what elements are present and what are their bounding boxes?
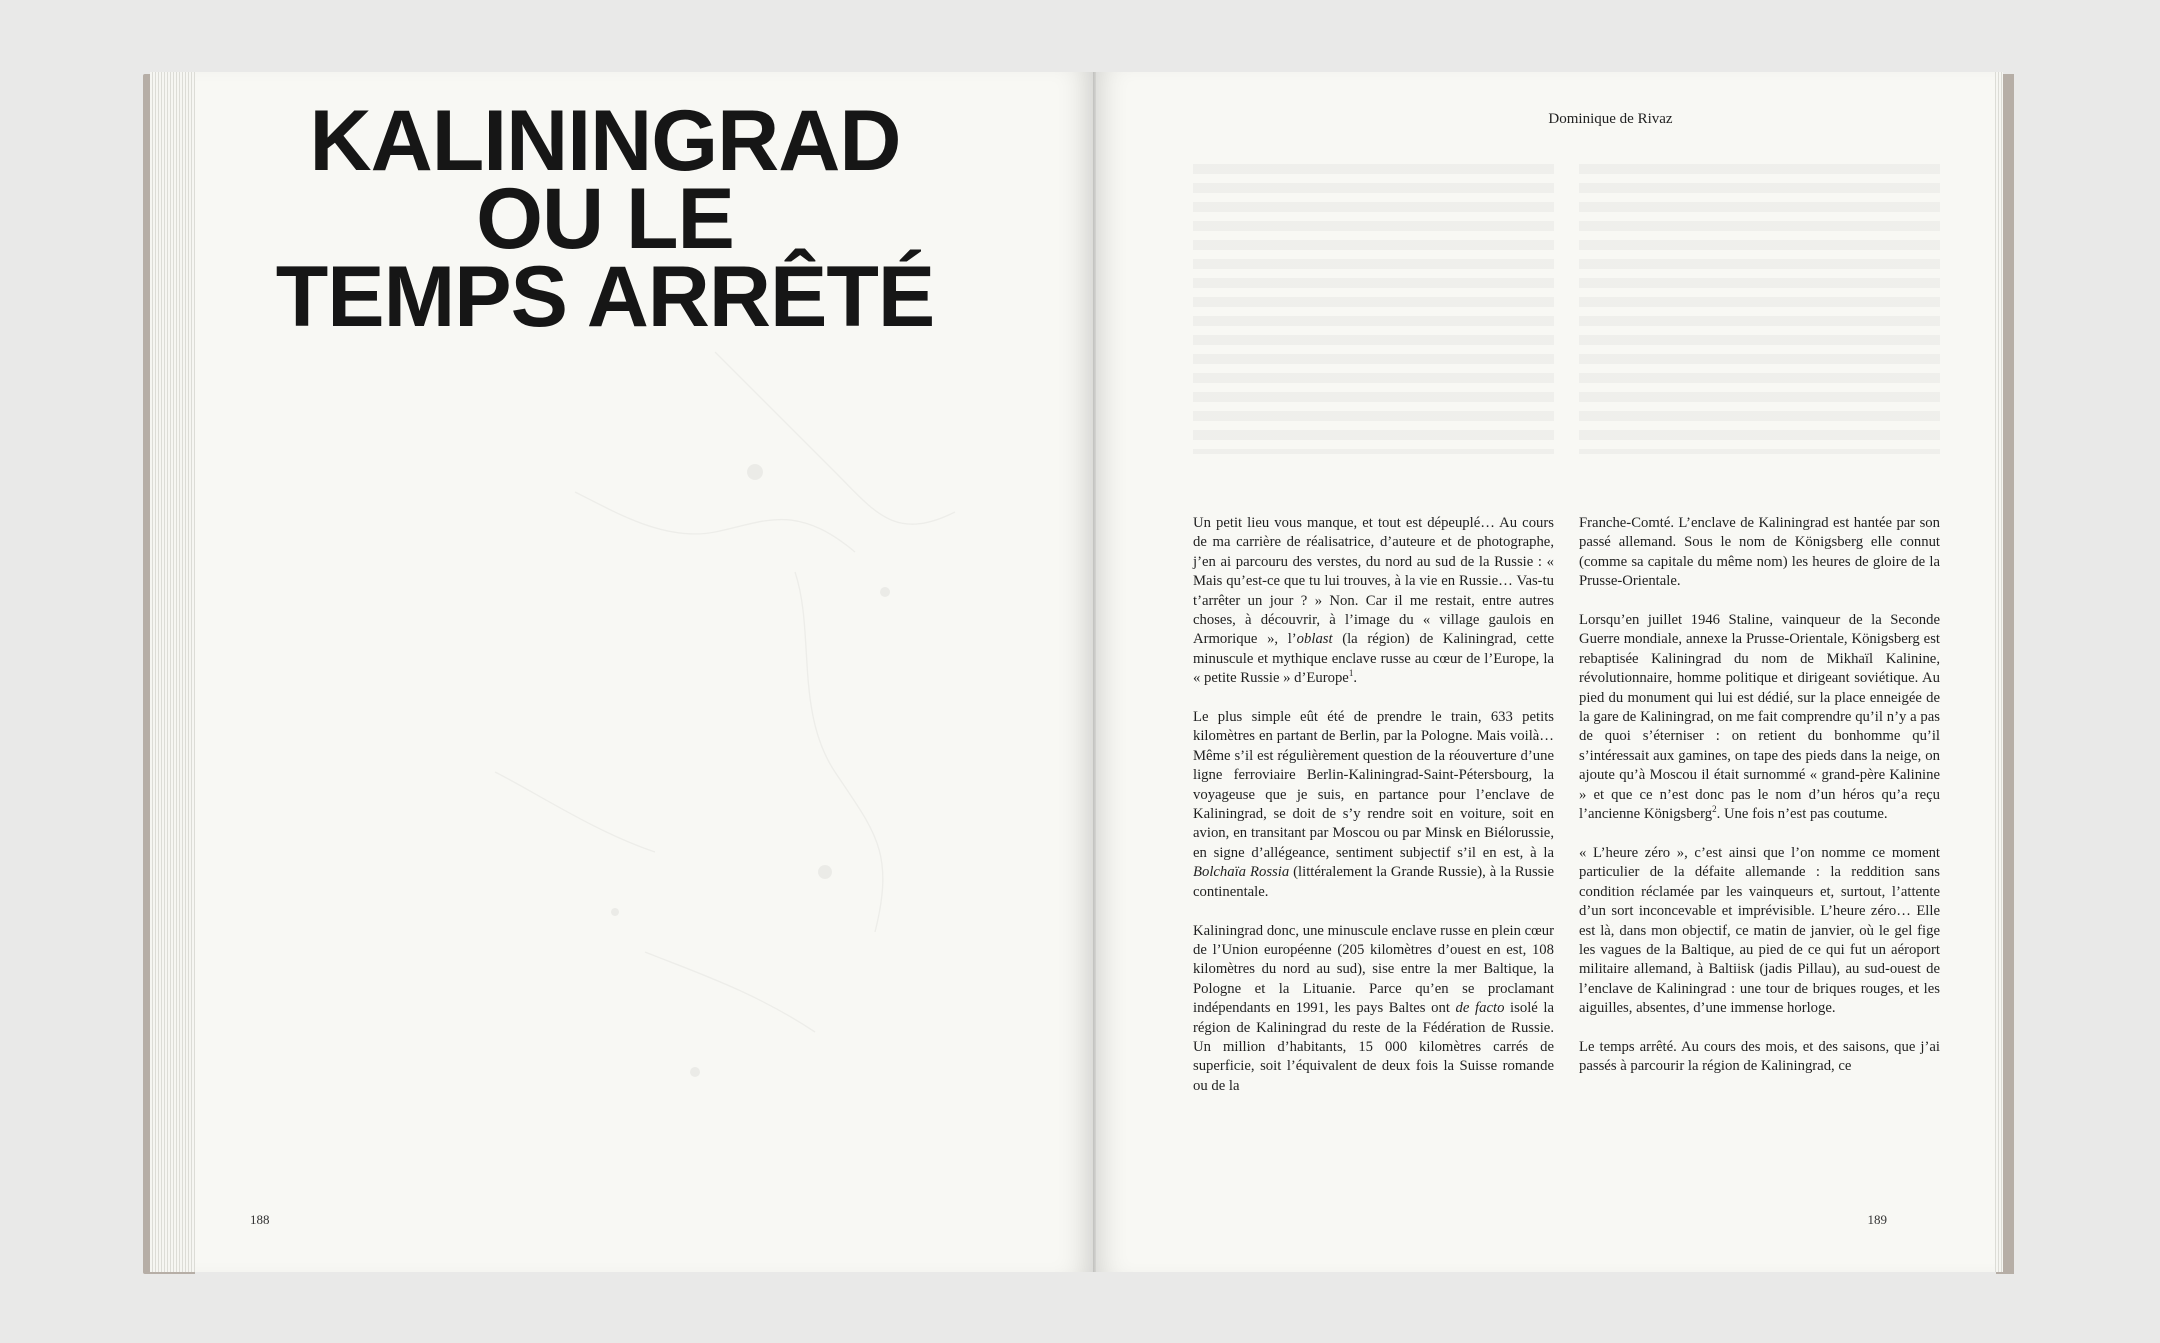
page-number-left: 188 xyxy=(250,1212,270,1227)
footnote-ref: 1 xyxy=(1348,668,1354,679)
running-head xyxy=(1096,110,1995,128)
paragraph: « L’heure zéro », c’est ainsi que l’on nomme ce moment particulier de la défaite allemande : la reddition sans condition réclamée par les vainqueurs et, surtout, l’attente d’un sort inconcevable et imprévisible. L’heure zéro… Elle est là, dans mon objectif, ce matin de janvier, où le gel fige les vagues de la Baltique, au pied de ce qui fut un aéroport militaire allemand, à Baltiisk (jadis Pillau), au sud-ouest de l’enclave de Kaliningrad : une tour de briques rouges, et les aiguilles, absentes, d’une immense horloge. xyxy=(1579,844,1940,1017)
title-line-1: KALININGRAD xyxy=(309,93,901,189)
text-column-2 xyxy=(1579,514,1940,1077)
paragraph: Le plus simple eût été de prendre le train, 633 petits kilomètres en partant de Berlin, par la Pologne. Mais voilà… Même s’il est régulièrement question de la réouverture d’une ligne ferroviaire Berlin-Kaliningrad-Saint-Pétersbourg, la voyageuse que je suis, en partance pour l’enclave de Kaliningrad, se doit de s’y rendre soit en voiture, soit en avion, en transitant par Moscou ou par Minsk en Biélorussie, en signe d’allégeance, sentiment subjectif s’il en est, à la Bolchaïa Rossia (littéralement la Grande Russie), à la Russie continentale. xyxy=(1193,709,1554,900)
title-line-3: TEMPS ARRÊTÉ xyxy=(275,249,935,345)
right-page xyxy=(1096,72,1995,1272)
paragraph: Kaliningrad donc, une minuscule enclave russe en plein cœur de l’Union européenne (205 kilomètres d’ouest en est, 108 kilomètres du nord au sud), sise entre la mer Baltique, la Pologne et la Lituanie. Parce qu’en se proclamant indépendants en 1991, les pays Baltes ont de facto isolé la région de Kaliningrad du reste de la Fédération de Russie. Un million d’habitants, 15 000 kilomètres carrés de superficie, soit l’équivalent de deux fois la Suisse romande ou de la xyxy=(1193,922,1555,1094)
left-page xyxy=(195,72,1096,1272)
page-number-right: 189 xyxy=(1867,1212,1887,1227)
footnote-ref: 2 xyxy=(1712,804,1717,815)
page-edges-left xyxy=(150,72,198,1272)
paragraph: Un petit lieu vous manque, et tout est dépeuplé… Au cours de ma carrière de réalisatrice, d’auteure et de photographe, j’en ai parcouru des verstes, du nord au sud de la Russie : « Mais qu’est-ce que tu lui trouves, à la vie en Russie… Vas-tu t’arrêter un jour ? » Non. Car il me restait, entre autres choses, à découvrir, à l’image du « village gaulois en Armorique », l’oblast (la région) de Kaliningrad, cette minuscule et mythique enclave russe au cœur de l’Europe, la « petite Russie » d’Europe$^1$. xyxy=(1193,515,1554,687)
author-name: Dominique de Rivaz xyxy=(1548,111,1673,127)
paragraph: Franche-Comté. L’enclave de Kaliningrad est hantée par son passé allemand. Sous le nom de Königsberg elle connut (comme sa capitale du même nom) les heures de gloire de la Prusse-Orientale. xyxy=(1579,515,1940,590)
chapter-title xyxy=(195,93,1015,345)
paragraph: Lorsqu’en juillet 1946 Staline, vainqueur de la Seconde Guerre mondiale, annexe la Prusse-Orientale, Königsberg est rebaptisée Kaliningrad du nom de Mikhaïl Kalinine, révolutionnaire, homme politique et dirigeant soviétique. Au pied du monument qui lui est dédié, sur la place enneigée de la gare de Kaliningrad, on me fait comprendre qu’il n’y a pas de quoi s’éterniser : on retient du bonhomme qu’il s’intéressait aux gamines, on tape des pieds dans la neige, on ajoute qu’à Moscou il était surnommé « grand-père Kalinine » et que ce n’est donc pas le nom d’un héros qu’a reçu l’ancienne Königsberg$^2$. Une fois n’est pas coutume. xyxy=(1579,612,1940,823)
show-through-text-1 xyxy=(1193,164,1554,454)
title-line-2: OU LE xyxy=(476,171,734,267)
show-through-text-2 xyxy=(1579,164,1940,454)
paragraph: Le temps arrêté. Au cours des mois, et des saisons, que j’ai passés à parcourir la région de Kaliningrad, ce xyxy=(1579,1038,1940,1075)
text-column-1 xyxy=(1193,514,1554,1096)
